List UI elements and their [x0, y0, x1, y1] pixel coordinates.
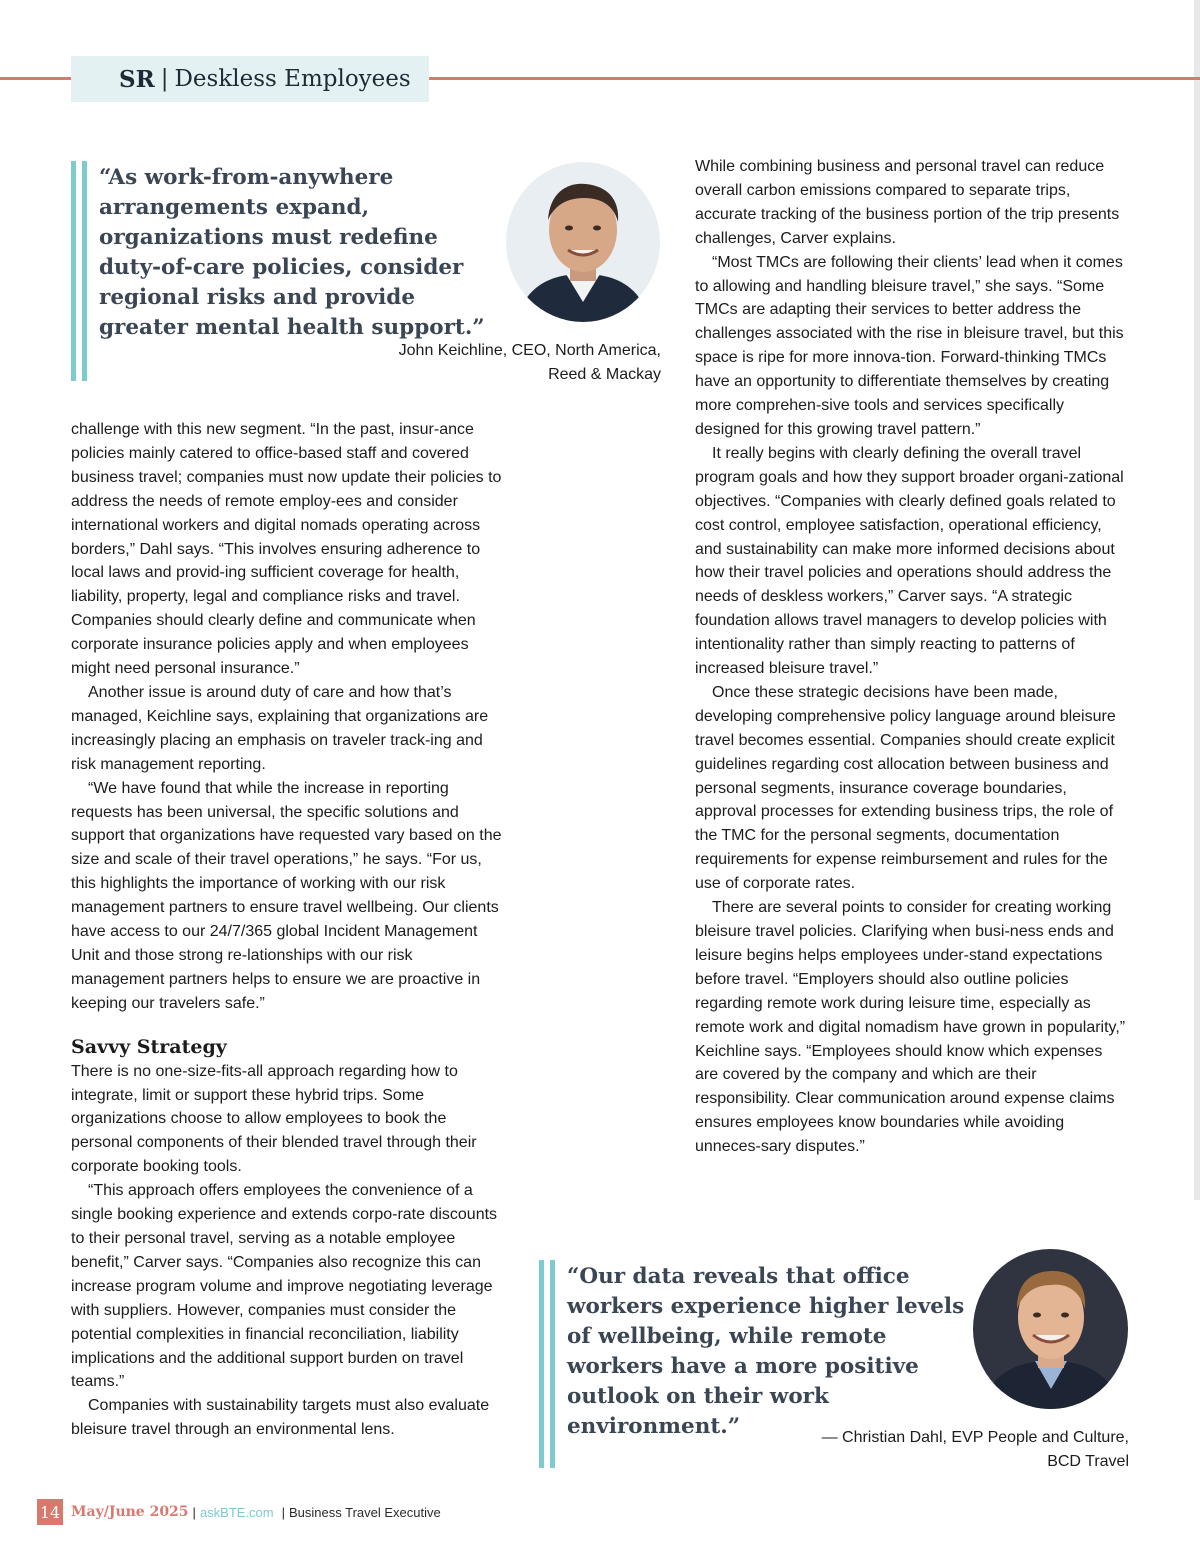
quote-attribution — [769, 1426, 1129, 1474]
quote-bar — [550, 1260, 555, 1468]
paragraph: There are several points to consider for creating working bleisure travel policies. Clarifying when busi-ness ends and leisure begins helps employees under-stand expectations before travel. “Employers should also outline policies regarding remote work during leisure time, especially as remote work and digital nomadism have grown in popularity,” Keichline says. “Employees should know which expenses are covered by the company and which are their responsibility. Clear communication around expense claims ensures employees know boundaries while avoiding unneces-sary disputes.” — [695, 899, 1126, 1156]
page-number: 14 — [37, 1499, 63, 1525]
attribution-line: John Keichline, CEO, North America, — [398, 342, 661, 359]
quote-attribution — [321, 339, 661, 387]
paragraph: There is no one-size-fits-all approach regarding how to integrate, limit or support these hybrid trips. Some organizations choose to allow employees to book the personal components of their blended travel through their corporate booking tools. — [71, 1062, 477, 1176]
page-footer — [37, 1499, 441, 1525]
subhead: Savvy Strategy — [71, 1035, 227, 1058]
footer-separator: | — [192, 1504, 196, 1520]
attribution-line: Reed & Mackay — [548, 366, 661, 383]
quote-bar — [82, 161, 87, 381]
paragraph: While combining business and personal travel can reduce overall carbon emissions compared to separate trips, accurate tracking of the business portion of the trip presents challenges, Carver explains. — [695, 158, 1120, 247]
attribution-line: — Christian Dahl, EVP People and Culture, — [821, 1429, 1129, 1446]
issue-date: May/June 2025 — [71, 1504, 189, 1520]
page-edge — [1194, 0, 1200, 1200]
attribution-line: BCD Travel — [1047, 1453, 1129, 1470]
quote-text: “Our data reveals that office workers experience higher levels of wellbeing, while remote workers have a more positive outlook on their work environment.” — [567, 1264, 965, 1439]
portrait-dahl — [973, 1249, 1128, 1409]
paragraph: Companies with sustainability targets must also evaluate bleisure travel through an environmental lens. — [71, 1397, 490, 1439]
paragraph: challenge with this new segment. “In the past, insur-ance policies mainly catered to office-based staff and covered business travel; companies must now update their policies to address the needs of remote employ-ees and consider international workers and digital nomads operating across borders,” Dahl says. “This involves ensuring adherence to local laws and provid-ing sufficient coverage for health, liability, property, legal and compliance risks and travel. Companies should clearly define and communicate when corporate insurance policies apply and when employees might need personal insurance.” — [71, 421, 502, 678]
website-link[interactable]: askBTE.com — [199, 1504, 274, 1520]
right-column — [695, 155, 1129, 1159]
portrait-keichline — [506, 162, 660, 322]
paragraph: It really begins with clearly defining the overall travel program goals and how they support broader organi-zational objectives. “Companies with clearly defined goals related to cost control, employee satisfaction, operational efficiency, and sustainability can make more informed decisions about how their travel policies and operations should address the needs of deskless workers,” Carver says. “A strategic foundation allows travel managers to develop policies with intentionality rather than simply reacting to patterns of increased bleisure travel.” — [695, 444, 1124, 678]
section-title: Deskless Employees — [174, 66, 411, 92]
quote-bar — [539, 1260, 544, 1468]
quote-text: “As work-from-anywhere arrangements expand, organizations must redefine duty-of-care policies, consider regional risks and provide greater mental health support.” — [99, 165, 485, 340]
section-code: SR — [119, 65, 155, 93]
quote-bar — [71, 161, 76, 381]
publication-name: Business Travel Executive — [289, 1504, 441, 1520]
left-column — [71, 418, 505, 1442]
paragraph: Another issue is around duty of care and how that’s managed, Keichline says, explaining that organizations are increasingly placing an emphasis on traveler track-ing and risk management reporting. — [71, 683, 489, 773]
paragraph: “We have found that while the increase in reporting requests has been universal, the specific solutions and support that organizations have requested vary based on the size and scale of their travel operations,” he says. “For us, this highlights the importance of working with our risk management partners to ensure travel wellbeing. Our clients have access to our 24/7/365 global Incident Management Unit and those strong re-lationships with our risk management partners helps to ensure we are proactive in keeping our travelers safe.” — [71, 779, 502, 1012]
paragraph: Once these strategic decisions have been made, developing comprehensive policy language around bleisure travel becomes essential. Companies should create explicit guidelines regarding cost allocation between business and personal segments, insurance coverage boundaries, approval processes for extending business trips, the role of the TMC for the personal segments, documentation requirements for expense reimbursement and rules for the use of corporate rates. — [695, 683, 1116, 893]
section-tab — [71, 56, 429, 102]
section-separator: | — [160, 66, 169, 92]
paragraph: “Most TMCs are following their clients’ lead when it comes to allowing and handling bleisure travel,” she says. “Some TMCs are adapting their services to better address the challenges associated with the rise in bleisure travel, but this space is ripe for more innova-tion. Forward-thinking TMCs have an opportunity to differentiate themselves by creating more comprehen-sive tools and services specifically designed for this growing travel pattern.” — [695, 253, 1124, 438]
paragraph: “This approach offers employees the convenience of a single booking experience and extends corpo-rate discounts to their personal travel, serving as a notable employee benefit,” Carver says. “Companies also recognize this can increase program volume and improve negotiating leverage with suppliers. However, companies must consider the potential complexities in financial reconciliation, liability implications and the additional support burden on travel teams.” — [71, 1182, 498, 1391]
footer-separator: | — [281, 1504, 286, 1520]
